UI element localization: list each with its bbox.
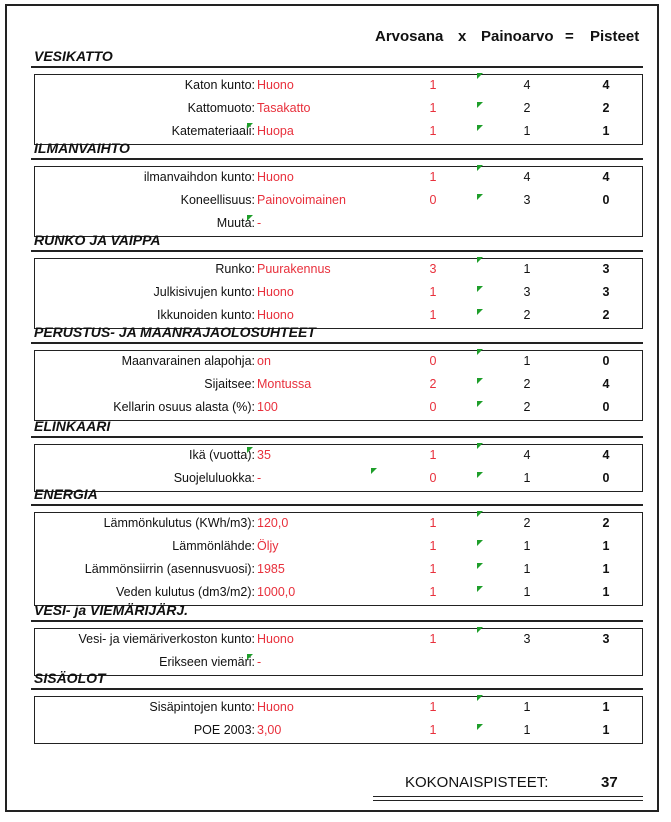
- criteria-row: [31, 282, 643, 305]
- section-title: ILMANVAIHTO: [34, 140, 130, 156]
- row-value[interactable]: Puurakennus: [257, 262, 331, 276]
- criteria-row: [31, 75, 643, 98]
- row-label: Maanvarainen alapohja:: [121, 354, 255, 368]
- total-double-underline: [373, 796, 643, 801]
- row-points: 2: [602, 308, 610, 322]
- row-grade: 0: [429, 193, 437, 207]
- row-weight: 1: [523, 539, 531, 553]
- section-title-rule: [31, 250, 643, 252]
- row-points: 4: [602, 377, 610, 391]
- row-points: 0: [602, 400, 610, 414]
- row-weight: 3: [523, 632, 531, 646]
- section-title: RUNKO JA VAIPPA: [34, 232, 161, 248]
- row-weight: 2: [523, 516, 531, 530]
- row-label: Julkisivujen kunto:: [153, 285, 255, 299]
- comment-marker-icon: [477, 511, 483, 517]
- total-label: KOKONAISPISTEET:: [405, 774, 549, 791]
- row-points: 3: [602, 285, 610, 299]
- criteria-row: [31, 536, 643, 559]
- comment-marker-icon: [477, 309, 483, 315]
- row-value[interactable]: 35: [257, 448, 271, 462]
- section-title-rule: [31, 66, 643, 68]
- row-grade: 1: [429, 562, 437, 576]
- criteria-row: [31, 167, 643, 190]
- comment-marker-icon: [477, 378, 483, 384]
- comment-marker-icon: [477, 165, 483, 171]
- header-grade: Arvosana: [375, 28, 444, 45]
- row-label: Sisäpintojen kunto:: [149, 700, 255, 714]
- comment-marker-icon: [477, 73, 483, 79]
- row-value[interactable]: Huono: [257, 632, 294, 646]
- section-title-rule: [31, 688, 643, 690]
- section-title-rule: [31, 158, 643, 160]
- row-value[interactable]: 3,00: [257, 723, 282, 737]
- row-value[interactable]: Huono: [257, 700, 294, 714]
- row-weight: 1: [523, 124, 531, 138]
- row-value[interactable]: 100: [257, 400, 278, 414]
- comment-marker-icon: [477, 125, 483, 131]
- comment-marker-icon: [477, 472, 483, 478]
- row-value[interactable]: Tasakatto: [257, 101, 311, 115]
- row-weight: 1: [523, 471, 531, 485]
- row-weight: 4: [523, 78, 531, 92]
- row-points: 3: [602, 262, 610, 276]
- row-grade: 1: [429, 516, 437, 530]
- criteria-row: [31, 397, 643, 420]
- score-sheet: [5, 4, 659, 812]
- row-grade: 1: [429, 285, 437, 299]
- section-title-rule: [31, 436, 643, 438]
- criteria-row: [31, 468, 643, 491]
- comment-marker-icon: [477, 194, 483, 200]
- row-weight: 2: [523, 377, 531, 391]
- row-grade: 1: [429, 78, 437, 92]
- row-weight: 1: [523, 700, 531, 714]
- row-weight: 3: [523, 285, 531, 299]
- row-label: Vesi- ja viemäriverkoston kunto:: [78, 632, 255, 646]
- row-grade: 1: [429, 539, 437, 553]
- row-grade: 1: [429, 723, 437, 737]
- criteria-row: [31, 652, 643, 675]
- row-weight: 1: [523, 562, 531, 576]
- row-value[interactable]: Painovoimainen: [257, 193, 346, 207]
- row-grade: 1: [429, 700, 437, 714]
- row-weight: 2: [523, 308, 531, 322]
- row-weight: 3: [523, 193, 531, 207]
- row-grade: 0: [429, 354, 437, 368]
- row-label: Muuta:: [216, 216, 255, 230]
- criteria-row: [31, 720, 643, 743]
- comment-marker-icon: [477, 401, 483, 407]
- comment-marker-icon: [247, 447, 253, 453]
- section-title-rule: [31, 504, 643, 506]
- row-value[interactable]: on: [257, 354, 271, 368]
- row-label: Lämmönlähde:: [172, 539, 255, 553]
- header-multiply: x: [458, 28, 467, 45]
- row-grade: 1: [429, 101, 437, 115]
- row-label: Runko:: [215, 262, 255, 276]
- comment-marker-icon: [477, 627, 483, 633]
- row-points: 4: [602, 448, 610, 462]
- row-weight: 4: [523, 170, 531, 184]
- criteria-row: [31, 351, 643, 374]
- row-label: Katon kunto:: [184, 78, 255, 92]
- row-label: Veden kulutus (dm3/m2):: [116, 585, 255, 599]
- row-grade: 0: [429, 471, 437, 485]
- row-grade: 3: [429, 262, 437, 276]
- row-points: 0: [602, 354, 610, 368]
- row-weight: 1: [523, 262, 531, 276]
- row-points: 1: [602, 700, 610, 714]
- row-value[interactable]: Huono: [257, 308, 294, 322]
- row-points: 3: [602, 632, 610, 646]
- criteria-row: [31, 98, 643, 121]
- row-label: Ikä (vuotta):: [189, 448, 255, 462]
- row-weight: 2: [523, 400, 531, 414]
- row-points: 1: [602, 562, 610, 576]
- row-points: 4: [602, 170, 610, 184]
- row-value[interactable]: Huono: [257, 285, 294, 299]
- row-label: Lämmönkulutus (KWh/m3):: [103, 516, 255, 530]
- row-label: ilmanvaihdon kunto:: [143, 170, 255, 184]
- criteria-row: [31, 445, 643, 468]
- row-weight: 2: [523, 101, 531, 115]
- row-value[interactable]: 1985: [257, 562, 285, 576]
- row-points: 4: [602, 78, 610, 92]
- row-label: POE 2003:: [193, 723, 255, 737]
- row-points: 1: [602, 539, 610, 553]
- row-points: 1: [602, 723, 610, 737]
- row-points: 1: [602, 585, 610, 599]
- row-label: Sijaitsee:: [204, 377, 255, 391]
- row-value[interactable]: -: [257, 655, 262, 669]
- section-title: VESIKATTO: [34, 48, 113, 64]
- criteria-row: [31, 259, 643, 282]
- row-points: 1: [602, 124, 610, 138]
- row-label: Katemateriaali:: [171, 124, 255, 138]
- row-label: Suojeluluokka:: [173, 471, 255, 485]
- row-weight: 4: [523, 448, 531, 462]
- comment-marker-icon: [247, 654, 253, 660]
- comment-marker-icon: [247, 215, 253, 221]
- row-points: 0: [602, 471, 610, 485]
- criteria-row: [31, 629, 643, 652]
- comment-marker-icon: [477, 540, 483, 546]
- section-title: SISÄOLOT: [34, 670, 106, 686]
- row-grade: 1: [429, 170, 437, 184]
- row-value[interactable]: Huopa: [257, 124, 294, 138]
- section-title: VESI- ja VIEMÄRIJÄRJ.: [34, 602, 189, 618]
- criteria-row: [31, 513, 643, 536]
- comment-marker-icon: [477, 563, 483, 569]
- comment-marker-icon: [477, 286, 483, 292]
- row-points: 2: [602, 516, 610, 530]
- row-value[interactable]: 120,0: [257, 516, 289, 530]
- row-weight: 1: [523, 585, 531, 599]
- section-title-rule: [31, 342, 643, 344]
- comment-marker-icon: [371, 468, 377, 474]
- row-label: Koneellisuus:: [180, 193, 255, 207]
- header-points: Pisteet: [590, 28, 640, 45]
- row-grade: 2: [429, 377, 437, 391]
- section-title: ELINKAARI: [34, 418, 111, 434]
- criteria-row: [31, 559, 643, 582]
- comment-marker-icon: [247, 123, 253, 129]
- row-value[interactable]: Huono: [257, 170, 294, 184]
- row-value[interactable]: -: [257, 471, 262, 485]
- row-points: 0: [602, 193, 610, 207]
- row-label: Kattomuoto:: [187, 101, 255, 115]
- header-equals: =: [565, 28, 574, 45]
- comment-marker-icon: [477, 349, 483, 355]
- criteria-row: [31, 374, 643, 397]
- criteria-row: [31, 190, 643, 213]
- total-value: 37: [601, 774, 618, 791]
- row-points: 2: [602, 101, 610, 115]
- row-label: Kellarin osuus alasta (%):: [113, 400, 255, 414]
- comment-marker-icon: [477, 695, 483, 701]
- row-label: Erikseen viemäri:: [159, 655, 255, 669]
- row-value[interactable]: 1000,0: [257, 585, 296, 599]
- row-grade: 1: [429, 308, 437, 322]
- row-weight: 1: [523, 723, 531, 737]
- row-grade: 0: [429, 400, 437, 414]
- row-grade: 1: [429, 632, 437, 646]
- criteria-row: [31, 697, 643, 720]
- row-value[interactable]: Öljy: [257, 539, 279, 553]
- row-label: Lämmönsiirrin (asennusvuosi):: [84, 562, 255, 576]
- row-value[interactable]: Huono: [257, 78, 294, 92]
- row-value[interactable]: -: [257, 216, 262, 230]
- row-grade: 1: [429, 585, 437, 599]
- comment-marker-icon: [477, 443, 483, 449]
- section-title: PERUSTUS- JA MAANRAJAOLOSUHTEET: [34, 324, 316, 340]
- comment-marker-icon: [477, 586, 483, 592]
- row-grade: 1: [429, 448, 437, 462]
- row-weight: 1: [523, 354, 531, 368]
- comment-marker-icon: [477, 257, 483, 263]
- row-label: Ikkunoiden kunto:: [157, 308, 255, 322]
- header-weight: Painoarvo: [481, 28, 554, 45]
- section-title: ENERGIA: [34, 486, 98, 502]
- section-title-rule: [31, 620, 643, 622]
- comment-marker-icon: [477, 724, 483, 730]
- comment-marker-icon: [477, 102, 483, 108]
- row-value[interactable]: Montussa: [257, 377, 312, 391]
- row-grade: 1: [429, 124, 437, 138]
